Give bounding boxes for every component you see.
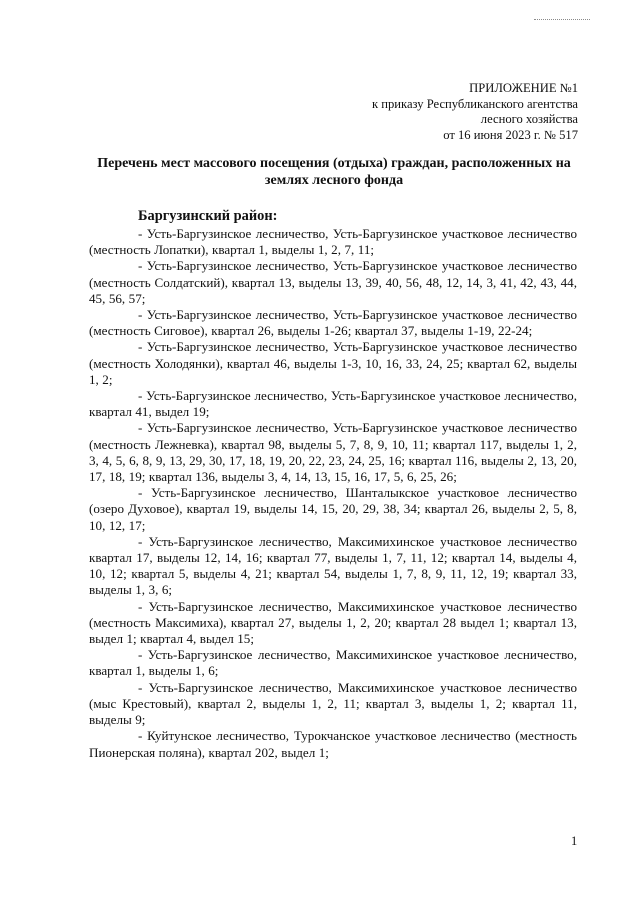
- list-item: - Усть-Баргузинское лесничество, Максимихинское участковое лесничество (местность Максимиха), квартал 27, выделы 1, 2, 20; квартал 28 выдел 1; квартал 13, выдел 1; квартал 4, выдел 15;: [89, 598, 577, 647]
- header-order-reference: к приказу Республиканского агентства: [372, 96, 578, 111]
- list-item: - Усть-Баргузинское лесничество, Усть-Баргузинское участковое лесничество, квартал 41, выдел 19;: [89, 388, 577, 420]
- list-item: - Усть-Баргузинское лесничество, Усть-Баргузинское участковое лесничество (местность Солдатский), квартал 13, выделы 13, 39, 40, 56, 48, 12, 14, 3, 41, 42, 43, 44, 45, 56, 57;: [89, 258, 577, 306]
- document-header: [372, 81, 578, 143]
- header-order-date-number: от 16 июня 2023 г. № 517: [443, 127, 578, 142]
- document-title: Перечень мест массового посещения (отдыха) граждан, расположенных на землях лесного фонда: [97, 156, 571, 188]
- header-appendix-label: ПРИЛОЖЕНИЕ №1: [469, 81, 578, 95]
- district-heading: Баргузинский район:: [138, 208, 278, 224]
- list-item: - Усть-Баргузинское лесничество, Шанталыкское участковое лесничество (озеро Духовое), квартал 19, выделы 14, 15, 20, 29, 38, 34; квартал 26, выделы 2, 5, 8, 10, 12, 17;: [89, 485, 577, 533]
- scan-corner-mark: [534, 19, 590, 20]
- list-item: - Усть-Баргузинское лесничество, Усть-Баргузинское участковое лесничество (местность Сиговое), квартал 26, выделы 1-26; квартал 37, выделы 1-19, 22-24;: [89, 307, 577, 339]
- page-number: 1: [571, 834, 578, 848]
- list-item: - Усть-Баргузинское лесничество, Максимихинское участковое лесничество (мыс Крестовый), квартал 2, выделы 1, 2, 11; квартал 3, выделы 1, 2; квартал 11, выделы 9;: [89, 679, 577, 728]
- list-item: - Усть-Баргузинское лесничество, Усть-Баргузинское участковое лесничество (местность Лежневка), квартал 98, выделы 5, 7, 8, 9, 10, 11; квартал 117, выделы 1, 2, 3, 4, 5, 6, 8, 9, 13, 29, 30, 17, 18, 19, 20, 22, 23, 24, 25, 16; квартал 116, выделы 2, 13, 20, 17, 18, 19; квартал 136, выделы 3, 4, 14, 13, 15, 16, 17, 5, 6, 25, 26;: [89, 420, 577, 485]
- list-item: - Усть-Баргузинское лесничество, Усть-Баргузинское участковое лесничество (местность Холодянки), квартал 46, выделы 1-3, 10, 16, 33, 24, 25; квартал 62, выделы 1, 2;: [89, 339, 577, 387]
- list-item: - Куйтунское лесничество, Турокчанское участковое лесничество (местность Пионерская поляна), квартал 202, выдел 1;: [89, 728, 577, 760]
- list-item: - Усть-Баргузинское лесничество, Усть-Баргузинское участковое лесничество (местность Лопатки), квартал 1, выделы 1, 2, 7, 11;: [89, 226, 577, 258]
- entries-list: [89, 226, 577, 761]
- list-item: - Усть-Баргузинское лесничество, Максимихинское участковое лесничество, квартал 1, выделы 1, 6;: [89, 647, 577, 679]
- list-item: - Усть-Баргузинское лесничество, Максимихинское участковое лесничество квартал 17, выделы 12, 14, 16; квартал 77, выделы 1, 7, 11, 12; квартал 14, выделы 4, 10, 12; квартал 5, выделы 4, 21; квартал 54, выделы 1, 7, 8, 9, 11, 12, 19; квартал 33, выделы 1, 3, 6;: [89, 533, 577, 598]
- header-agency-name: лесного хозяйства: [480, 112, 578, 126]
